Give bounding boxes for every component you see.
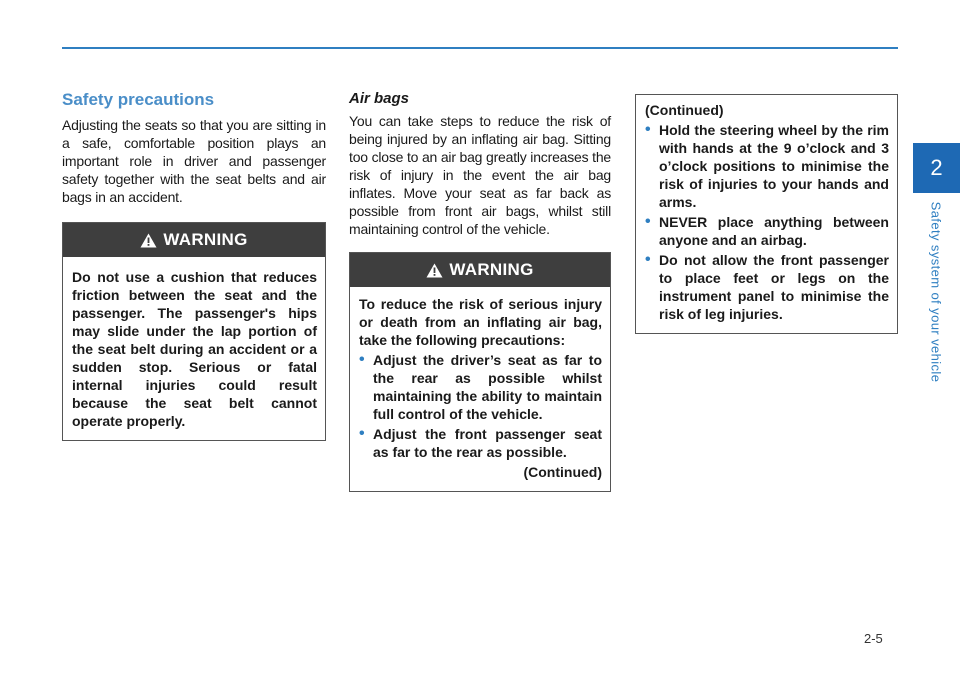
- list-item: • Do not allow the front passenger to place feet or legs on the instrument panel to minimise the risk of leg injuries.: [645, 251, 889, 322]
- warning-text: Do not use a cushion that reduces friction between the seat and the passenger. The passenger's hips may slide under the lap portion of the seat belt during an accident or a sudden stop. Serious or fatal internal injuries could result because the seat belt cannot operate properly.: [72, 269, 317, 429]
- warning-header: [350, 253, 610, 287]
- continued-warning-box: [635, 94, 898, 334]
- chapter-title: Safety system of your vehicle: [928, 201, 944, 383]
- chapter-number-tab: [913, 143, 960, 193]
- chapter-number: 2: [930, 155, 943, 180]
- seat-warning-box: [62, 222, 326, 441]
- bullet-dot-icon: •: [645, 251, 651, 268]
- warning-intro: To reduce the risk of serious injury or death from an inflating air bag, take the following precautions:: [359, 296, 602, 348]
- middle-column: [349, 90, 611, 492]
- warning-triangle-icon: [426, 263, 443, 278]
- intro-paragraph: Adjusting the seats so that you are sitting in a safe, comfortable position plays an important role in driver and passenger safety together with the seat belts and air bags in an accident.: [62, 117, 326, 205]
- warning-list: [359, 351, 602, 461]
- header-rule: [62, 47, 898, 49]
- left-column: [62, 90, 326, 441]
- list-item: • Adjust the driver’s seat as far to the rear as possible whilst maintaining the ability to maintain full control of the vehicle.: [359, 351, 602, 422]
- section-heading: Safety precautions: [62, 90, 215, 109]
- bullet-dot-icon: •: [645, 121, 651, 138]
- right-column: [635, 94, 898, 334]
- bullet-dot-icon: •: [645, 213, 651, 230]
- list-item: • Adjust the front passenger seat as far to the rear as possible.: [359, 425, 602, 460]
- warning-label: WARNING: [163, 230, 248, 249]
- page-number: 2-5: [864, 631, 883, 646]
- continued-label: (Continued): [523, 464, 602, 480]
- warning-label: WARNING: [449, 260, 534, 279]
- warning-header: [63, 223, 325, 257]
- air-bags-paragraph: You can take steps to reduce the risk of being injured by an inflating air bag. Sitting too close to an air bag greatly increases the risk of injury in the event the air bag inflates. Move your seat as far back as possible from front air bags, whilst still maintaining control of the vehicle.: [349, 113, 611, 237]
- warning-body: [636, 95, 897, 333]
- warning-body: [63, 257, 325, 440]
- warning-triangle-icon: [140, 233, 157, 248]
- bullet-dot-icon: •: [359, 425, 365, 442]
- warning-body: [350, 287, 610, 491]
- air-bags-heading: Air bags: [349, 90, 410, 107]
- list-item: • NEVER place anything between anyone and an airbag.: [645, 213, 889, 248]
- list-item: • Hold the steering wheel by the rim with hands at the 9 o’clock and 3 o’clock positions to minimise the risk of injuries to your hands and arms.: [645, 121, 889, 210]
- bullet-dot-icon: •: [359, 351, 365, 368]
- air-bag-warning-box: [349, 252, 611, 492]
- warning-list: [645, 121, 889, 323]
- continued-label: (Continued): [645, 102, 724, 118]
